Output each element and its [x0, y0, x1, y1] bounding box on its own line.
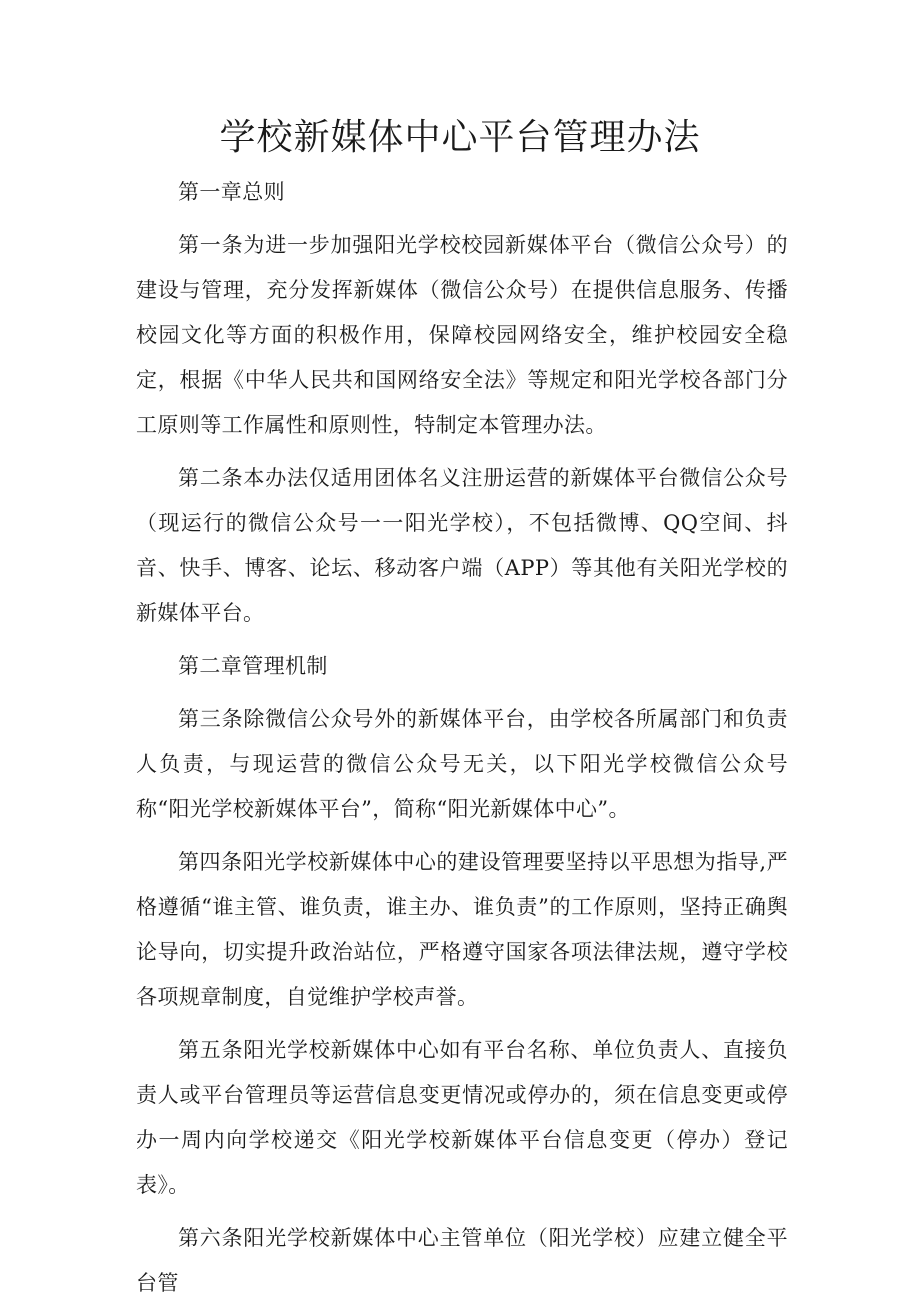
article-3: 第三条除微信公众号外的新媒体平台，由学校各所属部门和负责人负责，与现运营的微信公众号无关，以下阳光学校微信公众号称“阳光学校新媒体平台”，简称“阳光新媒体中心”。	[136, 707, 788, 821]
document-title: 学校新媒体中心平台管理办法	[219, 117, 701, 158]
article-4: 第四条阳光学校新媒体中心的建设管理要坚持以平思想为指导,严格遵循“谁主管、谁负责，谁主办、谁负责”的工作原则，坚持正确舆论导向，切实提升政治站位，严格遵守国家各项法律法规，遵守学校各项规章制度，自觉维护学校声誉。	[136, 850, 788, 1009]
article-6: 第六条阳光学校新媒体中心主管单位（阳光学校）应建立健全平台管	[136, 1226, 788, 1295]
document-body	[136, 170, 788, 1306]
article-5: 第五条阳光学校新媒体中心如有平台名称、单位负责人、直接负责人或平台管理员等运营信息变更情况或停办的，须在信息变更或停办一周内向学校递交《阳光学校新媒体平台信息变更（停办）登记表》。	[136, 1038, 788, 1197]
chapter-heading-1: 第一章总则	[178, 180, 285, 204]
chapter-heading-2: 第二章管理机制	[178, 654, 328, 678]
article-2: 第二条本办法仅适用团体名义注册运营的新媒体平台微信公众号（现运行的微信公众号一一阳光学校），不包括微博、QQ空间、抖音、快手、博客、论坛、移动客户端（APP）等其他有关阳光学校的新媒体平台。	[136, 466, 788, 625]
article-1: 第一条为进一步加强阳光学校校园新媒体平台（微信公众号）的建设与管理，充分发挥新媒体（微信公众号）在提供信息服务、传播校园文化等方面的积极作用，保障校园网络安全，维护校园安全稳定，根据《中华人民共和国网络安全法》等规定和阳光学校各部门分工原则等工作属性和原则性，特制定本管理办法。	[136, 233, 788, 437]
